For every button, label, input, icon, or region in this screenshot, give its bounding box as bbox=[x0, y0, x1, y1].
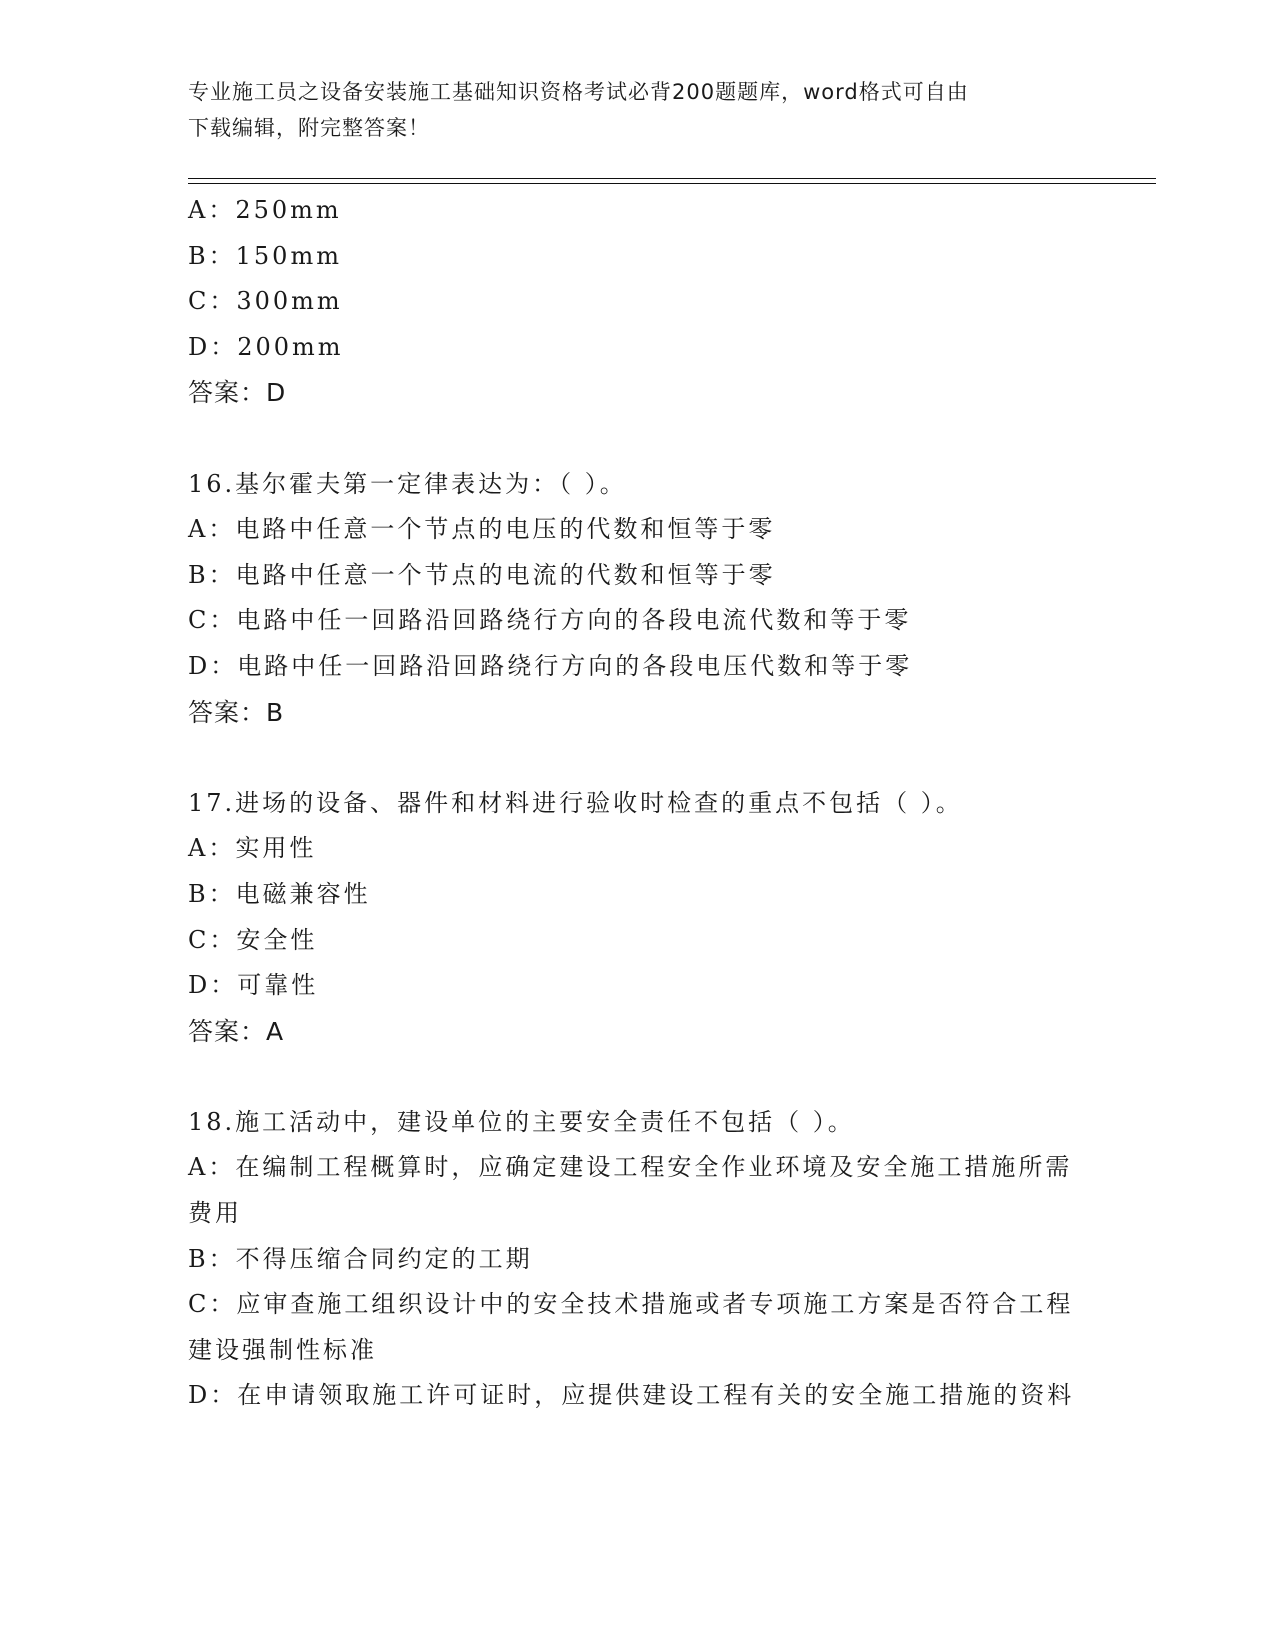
header-divider-bottom bbox=[188, 183, 1156, 184]
spacer bbox=[188, 416, 1088, 462]
option-d: D：电路中任一回路沿回路绕行方向的各段电压代数和等于零 bbox=[188, 651, 913, 680]
option-b: B：电磁兼容性 bbox=[188, 879, 371, 908]
option-b: B：电路中任意一个节点的电流的代数和恒等于零 bbox=[188, 560, 776, 589]
question-block-18 bbox=[188, 1100, 1088, 1419]
option-a: A：250mm bbox=[188, 196, 342, 224]
option-c: C：电路中任一回路沿回路绕行方向的各段电流代数和等于零 bbox=[188, 606, 912, 635]
option-d: D：200mm bbox=[188, 332, 344, 361]
option-d: D：在申请领取施工许可证时，应提供建设工程有关的安全施工措施的资料 bbox=[188, 1381, 1075, 1410]
answer-line: 答案：D bbox=[188, 378, 287, 408]
option-c: C：300mm bbox=[188, 287, 343, 316]
document-header bbox=[188, 74, 1088, 146]
spacer bbox=[188, 735, 1088, 781]
option-a: A：实用性 bbox=[188, 834, 317, 863]
question-block-15 bbox=[188, 188, 1088, 416]
answer-line: 答案：A bbox=[188, 1016, 285, 1046]
option-c: C：应审查施工组织设计中的安全技术措施或者专项施工方案是否符合工程建设强制性标准 bbox=[188, 1290, 1074, 1364]
option-d: D：可靠性 bbox=[188, 971, 319, 1000]
question-text: 17.进场的设备、器件和材料进行验收时检查的重点不包括（ ）。 bbox=[188, 788, 963, 817]
question-text: 18.施工活动中，建设单位的主要安全责任不包括（ ）。 bbox=[188, 1107, 855, 1136]
option-a: A：在编制工程概算时，应确定建设工程安全作业环境及安全施工措施所需费用 bbox=[188, 1153, 1073, 1228]
question-list bbox=[188, 188, 1088, 1419]
option-c: C：安全性 bbox=[188, 925, 318, 954]
question-text: 16.基尔霍夫第一定律表达为：（ ）。 bbox=[188, 469, 627, 498]
option-a: A：电路中任意一个节点的电压的代数和恒等于零 bbox=[188, 515, 776, 544]
question-block-17 bbox=[188, 781, 1088, 1055]
option-b: B：150mm bbox=[188, 241, 342, 270]
header-line-2: 下载编辑，附完整答案！ bbox=[188, 116, 430, 140]
header-line-1: 专业施工员之设备安装施工基础知识资格考试必背200题题库，word格式可自由 bbox=[188, 80, 969, 104]
spacer bbox=[188, 1054, 1088, 1100]
answer-line: 答案：B bbox=[188, 697, 285, 727]
question-block-16 bbox=[188, 462, 1088, 736]
option-b: B：不得压缩合同约定的工期 bbox=[188, 1244, 533, 1273]
header-divider-top bbox=[188, 178, 1156, 179]
